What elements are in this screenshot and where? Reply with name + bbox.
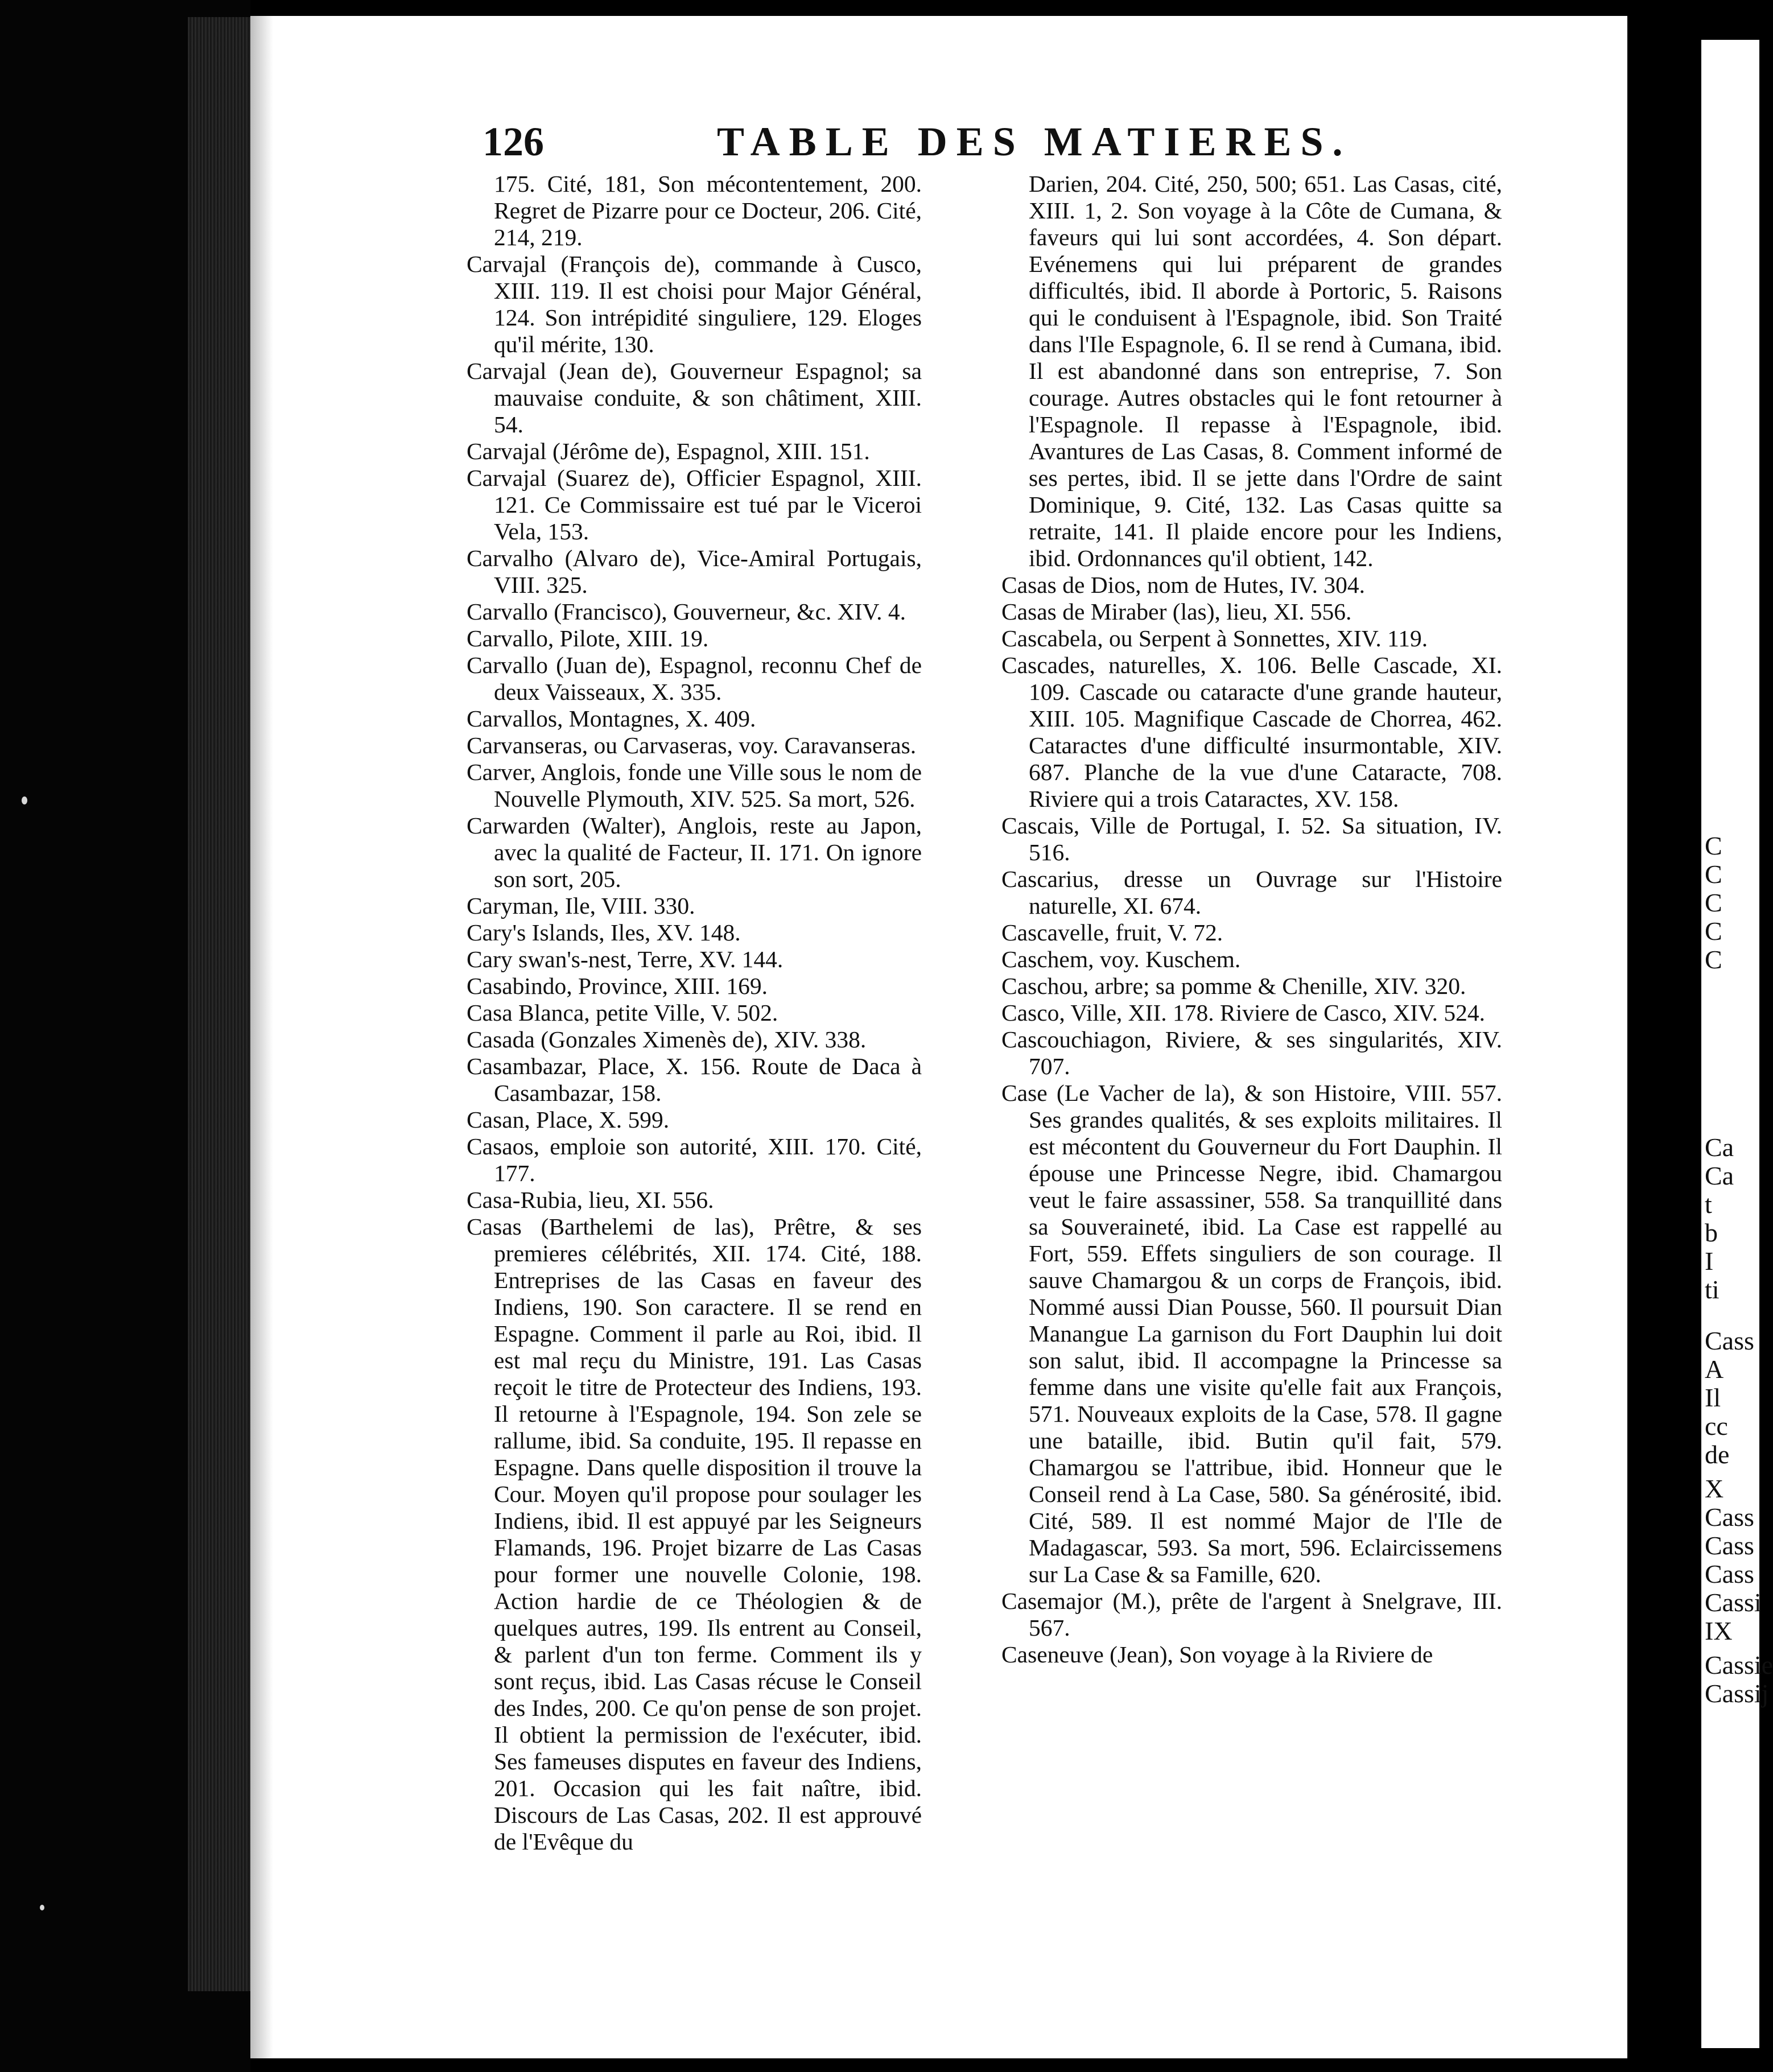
facing-page-text: t xyxy=(1705,1190,1712,1219)
index-entry: Carvallo (Juan de), Espagnol, reconnu Chef de deux Vaisseaux, X. 335. xyxy=(467,652,922,705)
index-entry: Casemajor (M.), prête de l'argent à Snelgrave, III. 567. xyxy=(1001,1588,1502,1641)
index-entry: Casambazar, Place, X. 156. Route de Daca à Casambazar, 158. xyxy=(467,1053,922,1106)
page-stack-edge xyxy=(188,17,250,1991)
index-column-left xyxy=(467,171,922,1855)
speck xyxy=(40,1905,44,1910)
index-entry: Casa Blanca, petite Ville, V. 502. xyxy=(467,1000,778,1026)
facing-page-text: C xyxy=(1705,860,1722,889)
index-entry: Casas de Miraber (las), lieu, XI. 556. xyxy=(1001,599,1352,625)
facing-page-text: Cass xyxy=(1705,1559,1754,1588)
page-shadow xyxy=(250,16,273,2058)
facing-page-text: cc xyxy=(1705,1411,1728,1441)
index-entry: Carvallos, Montagnes, X. 409. xyxy=(467,705,756,732)
index-entry: Carvallo (Francisco), Gouverneur, &c. XIV. 4. xyxy=(467,599,906,625)
index-entry: Carvallo, Pilote, XIII. 19. xyxy=(467,625,709,651)
index-entry: Casaos, emploie son autorité, XIII. 170. Cité, 177. xyxy=(467,1133,922,1186)
facing-page-text: C xyxy=(1705,888,1722,917)
index-entry: Cascarius, dresse un Ouvrage sur l'Histoire naturelle, XI. 674. xyxy=(1001,866,1502,919)
facing-page-text: Cass xyxy=(1705,1503,1754,1532)
right-gutter xyxy=(1627,0,1701,2072)
facing-page-fragment xyxy=(1701,40,1773,2048)
facing-page-text: Ca xyxy=(1705,1133,1734,1162)
facing-page-text: Cass xyxy=(1705,1531,1754,1560)
index-entry: Cascades, naturelles, X. 106. Belle Cascade, XI. 109. Cascade ou cataracte d'une grande hauteur, XIII. 105. Magnifique Cascade de Chorrea, 462. Cataractes d'une difficulté insurmontable, XIV. 687. Planche de la vue d'une Cataracte, 708. Riviere qui a trois Cataractes, XV. 158. xyxy=(1001,652,1502,812)
facing-page-text: A xyxy=(1705,1355,1724,1384)
index-entry: Carvalho (Alvaro de), Vice-Amiral Portugais, VIII. 325. xyxy=(467,545,922,598)
index-entry: Caseneuve (Jean), Son voyage à la Riviere de xyxy=(1001,1641,1433,1667)
facing-page-text: ti xyxy=(1705,1275,1720,1304)
index-entry: Darien, 204. Cité, 250, 500; 651. Las Casas, cité, XIII. 1, 2. Son voyage à la Côte de Cumana, & faveurs qui lui sont accordées, 4. Son départ. Evénemens qui lui préparent de grandes difficultés, ibid. Il aborde à Portoric, 5. Raisons qui le conduisent à l'Espagnole, ibid. Son Traité dans l'Ile Espagnole, 6. Il se rend à Cumana, ibid. Il est abandonné dans son entreprise, 7. Son courage. Autres obstacles qui le font retourner à l'Espagnole. Il repasse à l'Espagnole, ibid. Avantures de Las Casas, 8. Comment informé de ses pertes, ibid. Il se jette dans l'Ordre de saint Dominique, 9. Cité, 132. Las Casas quitte sa retraite, 141. Il plaide encore pour les Indiens, ibid. Ordonnances qu'il obtient, 142. xyxy=(1029,171,1502,571)
index-entry: Casada (Gonzales Ximenès de), XIV. 338. xyxy=(467,1026,867,1052)
index-entry: Cary swan's-nest, Terre, XV. 144. xyxy=(467,946,784,972)
index-entry: Casas de Dios, nom de Hutes, IV. 304. xyxy=(1001,572,1365,598)
facing-page-text: b xyxy=(1705,1218,1718,1247)
page-title: TABLE DES MATIERES. xyxy=(717,119,1352,164)
facing-page-text: C xyxy=(1705,917,1722,946)
index-entry: Caryman, Ile, VIII. 330. xyxy=(467,893,695,919)
facing-page-text: C xyxy=(1705,831,1722,860)
index-entry: Casas (Barthelemi de las), Prêtre, & ses premieres célébrités, XII. 174. Cité, 188. Entreprises de las Casas en faveur des Indiens, 190. Son caractere. Il se rend en Espagne. Comment il parle au Roi, ibid. Il est mal reçu du Ministre, 191. Las Casas reçoit le titre de Protecteur des Indiens, 193. Il retourne à l'Espagnole, 194. Son zele se rallume, ibid. Sa conduite, 195. Il repasse en Espagne. Dans quelle disposition il trouve la Cour. Moyen qu'il propose pour soulager les Indiens, ibid. Il est appuyé par les Seigneurs Flamands, 196. Projet bizarre de Las Casas pour former une nouvelle Colonie, 198. Action hardie de ce Théologien & de quelques autres, 199. Ils entrent au Conseil, & parlent d'un ton ferme. Comment ils y sont reçus, ibid. Las Casas récuse le Conseil des Indes, 200. Ce qu'on pense de son projet. Il obtient la permission de l'exécuter, ibid. Ses fameuses disputes en faveur des Indiens, 201. Occasion qui les fait naître, ibid. Discours de Las Casas, 202. Il est approuvé de l'Evêque du xyxy=(467,1214,922,1855)
index-entry: Caschem, voy. Kuschem. xyxy=(1001,946,1241,972)
index-entry: Carver, Anglois, fonde une Ville sous le nom de Nouvelle Plymouth, XIV. 525. Sa mort, 526. xyxy=(467,759,922,812)
facing-page-text: Il xyxy=(1705,1383,1721,1412)
facing-page-text: Cassie xyxy=(1705,1650,1773,1679)
index-entry: Carvajal (Suarez de), Officier Espagnol, XIII. 121. Ce Commissaire est tué par le Viceroi Vela, 153. xyxy=(467,465,922,544)
page-number: 126 xyxy=(483,119,544,164)
index-entry: Carvajal (Jean de), Gouverneur Espagnol; sa mauvaise conduite, & son châtiment, XIII. 54. xyxy=(467,358,922,437)
index-entry: Cascavelle, fruit, V. 72. xyxy=(1001,919,1223,946)
index-entry: Carvanseras, ou Carvaseras, voy. Caravanseras. xyxy=(467,732,917,758)
index-entry: Carwarden (Walter), Anglois, reste au Japon, avec la qualité de Facteur, II. 171. On ignore son sort, 205. xyxy=(467,812,922,892)
index-entry: Casabindo, Province, XIII. 169. xyxy=(467,973,768,999)
index-entry: Casco, Ville, XII. 178. Riviere de Casco, XIV. 524. xyxy=(1001,1000,1486,1026)
facing-page-text: X xyxy=(1705,1474,1724,1503)
book-page xyxy=(250,16,1627,2058)
index-entry: Cascouchiagon, Riviere, & ses singularités, XIV. 707. xyxy=(1001,1026,1502,1079)
facing-page-text: Cassij xyxy=(1705,1679,1769,1708)
facing-page-text: Ca xyxy=(1705,1161,1734,1190)
facing-page-text: I xyxy=(1705,1246,1714,1276)
index-entry: Case (Le Vacher de la), & son Histoire, VIII. 557. Ses grandes qualités, & ses exploits militaires. Il est mécontent du Gouverneur du Fort Dauphin. Il épouse une Princesse Negre, ibid. Chamargou veut le faire assassiner, 558. Sa tranquillité dans sa Souveraineté, ibid. La Case est rappellé au Fort, 559. Effets singuliers de son courage. Il sauve Chamargou & un corps de François, ibid. Nommé aussi Dian Pousse, 560. Il poursuit Dian Manangue La garnison du Fort Dauphin lui doit son salut, ibid. Il accompagne la Princesse sa femme dans une visite qu'elle fait aux François, 571. Nouveaux exploits de la Case, 578. Il gagne une bataille, ibid. Butin qu'il fait, 579. Chamargou se l'attribue, ibid. Honneur que le Conseil rend à La Case, 580. Sa générosité, ibid. Cité, 589. Il est nommé Major de l'Ile de Madagascar, 593. Sa mort, 596. Eclaircissemens sur La Case & sa Famille, 620. xyxy=(1001,1080,1502,1587)
index-entry: Carvajal (François de), commande à Cusco, XIII. 119. Il est choisi pour Major Général, 124. Son intrépidité singuliere, 129. Eloges qu'il mérite, 130. xyxy=(467,251,922,357)
index-entry: Casan, Place, X. 599. xyxy=(467,1107,670,1133)
facing-page-text: de xyxy=(1705,1440,1730,1469)
index-entry: Cascabela, ou Serpent à Sonnettes, XIV. 119. xyxy=(1001,625,1428,651)
index-entry: Cary's Islands, Iles, XV. 148. xyxy=(467,919,741,946)
index-entry: 175. Cité, 181, Son mécontentement, 200. Regret de Pizarre pour ce Docteur, 206. Cité, 214, 219. xyxy=(494,171,922,250)
index-entry: Casa-Rubia, lieu, XI. 556. xyxy=(467,1187,714,1213)
facing-page-text: IX xyxy=(1705,1616,1733,1645)
index-entry: Cascais, Ville de Portugal, I. 52. Sa situation, IV. 516. xyxy=(1001,812,1502,865)
speck xyxy=(22,796,27,804)
facing-page-text: Cassi xyxy=(1705,1588,1762,1617)
facing-page-text: Cass xyxy=(1705,1326,1754,1355)
index-entry: Carvajal (Jérôme de), Espagnol, XIII. 151. xyxy=(467,438,870,464)
index-column-right xyxy=(1001,171,1502,1668)
facing-page-text: C xyxy=(1705,945,1722,974)
index-entry: Caschou, arbre; sa pomme & Chenille, XIV. 320. xyxy=(1001,973,1466,999)
